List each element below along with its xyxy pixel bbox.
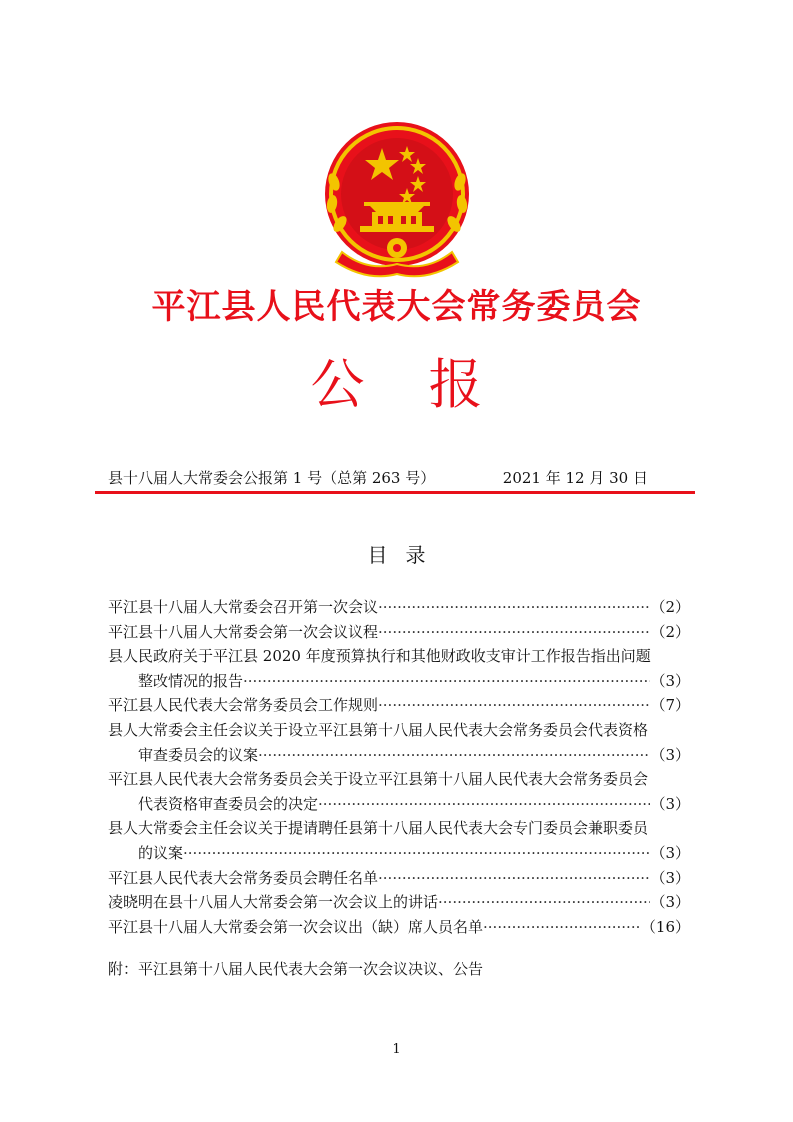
toc-entry[interactable] <box>108 890 690 915</box>
toc-entry-page: （3） <box>650 893 690 912</box>
toc-entry-page: （3） <box>650 794 690 813</box>
toc-entry-page: （3） <box>650 671 690 690</box>
toc-entry[interactable] <box>108 866 690 891</box>
toc-entry[interactable] <box>108 644 690 693</box>
toc-entry-title: 平江县人民代表大会常务委员会关于设立平江县第十八届人民代表大会常务委员会 <box>108 770 649 789</box>
toc-entry-title-cont: 审查委员会的议案 <box>138 745 259 764</box>
toc-entry-title: 平江县十八届人大常委会第一次会议出（缺）席人员名单 <box>108 917 484 936</box>
toc-entry[interactable] <box>108 767 690 816</box>
toc-entry[interactable] <box>108 620 690 645</box>
toc-leader-dots <box>438 890 650 915</box>
toc-entry-title: 平江县人民代表大会常务委员会工作规则 <box>108 696 379 715</box>
toc-leader-dots <box>483 915 641 940</box>
toc-entry-page: （16） <box>640 917 690 936</box>
toc-entry[interactable] <box>108 693 690 718</box>
toc-entry-page: （2） <box>650 622 690 641</box>
toc-entry-page: （2） <box>650 598 690 616</box>
org-title: 平江县人民代表大会常务委员会 <box>151 287 642 327</box>
toc-entry-title: 县人大常委会主任会议关于提请聘任县第十八届人民代表大会专门委员会兼职委员 <box>108 819 649 838</box>
toc-entry-title-cont: 的议案 <box>138 843 184 862</box>
toc-entry-title: 平江县十八届人大常委会第一次会议议程 <box>108 622 379 641</box>
toc-entry-page: （3） <box>650 745 690 764</box>
table-of-contents <box>108 595 690 939</box>
toc-entry-page: （3） <box>650 843 690 862</box>
toc-leader-dots <box>378 693 650 718</box>
toc-entry[interactable] <box>108 595 690 620</box>
page-number: 1 <box>392 1042 401 1057</box>
issue-line <box>108 467 688 489</box>
toc-entry-title: 县人民政府关于平江县 2020 年度预算执行和其他财政收支审计工作报告指出问题 <box>108 647 651 666</box>
toc-leader-dots <box>378 866 650 891</box>
toc-entry-page: （7） <box>650 696 690 715</box>
toc-title: 目录 <box>367 543 444 567</box>
toc-entry-title-cont: 代表资格审查委员会的决定 <box>138 794 319 813</box>
toc-entry-title: 平江县人民代表大会常务委员会聘任名单 <box>108 868 379 887</box>
appendix: 附：平江县第十八届人民代表大会第一次会议决议、公告 <box>108 960 484 978</box>
bulletin-title: 公报 <box>310 353 547 416</box>
toc-entry-title: 平江县十八届人大常委会召开第一次会议 <box>108 598 379 616</box>
toc-leader-dots <box>258 743 650 768</box>
toc-leader-dots <box>318 792 650 817</box>
toc-entry-title-cont: 整改情况的报告 <box>138 671 244 690</box>
toc-leader-dots <box>243 669 650 694</box>
toc-leader-dots <box>378 595 650 620</box>
issue-date: 2021 年 12 月 30 日 <box>502 469 648 487</box>
issue-number: 县十八届人大常委会公报第 1 号（总第 263 号） <box>108 469 436 487</box>
toc-entry-page: （3） <box>650 868 690 887</box>
toc-leader-dots <box>183 841 650 866</box>
toc-entry-title: 凌晓明在县十八届人大常委会第一次会议上的讲话 <box>108 893 439 912</box>
national-emblem-icon <box>312 112 482 282</box>
toc-entry[interactable] <box>108 915 690 940</box>
toc-entry[interactable] <box>108 718 690 767</box>
toc-leader-dots <box>378 620 650 645</box>
toc-entry-title: 县人大常委会主任会议关于设立平江县第十八届人民代表大会常务委员会代表资格 <box>108 720 649 739</box>
red-divider <box>95 491 695 494</box>
toc-entry[interactable] <box>108 816 690 865</box>
